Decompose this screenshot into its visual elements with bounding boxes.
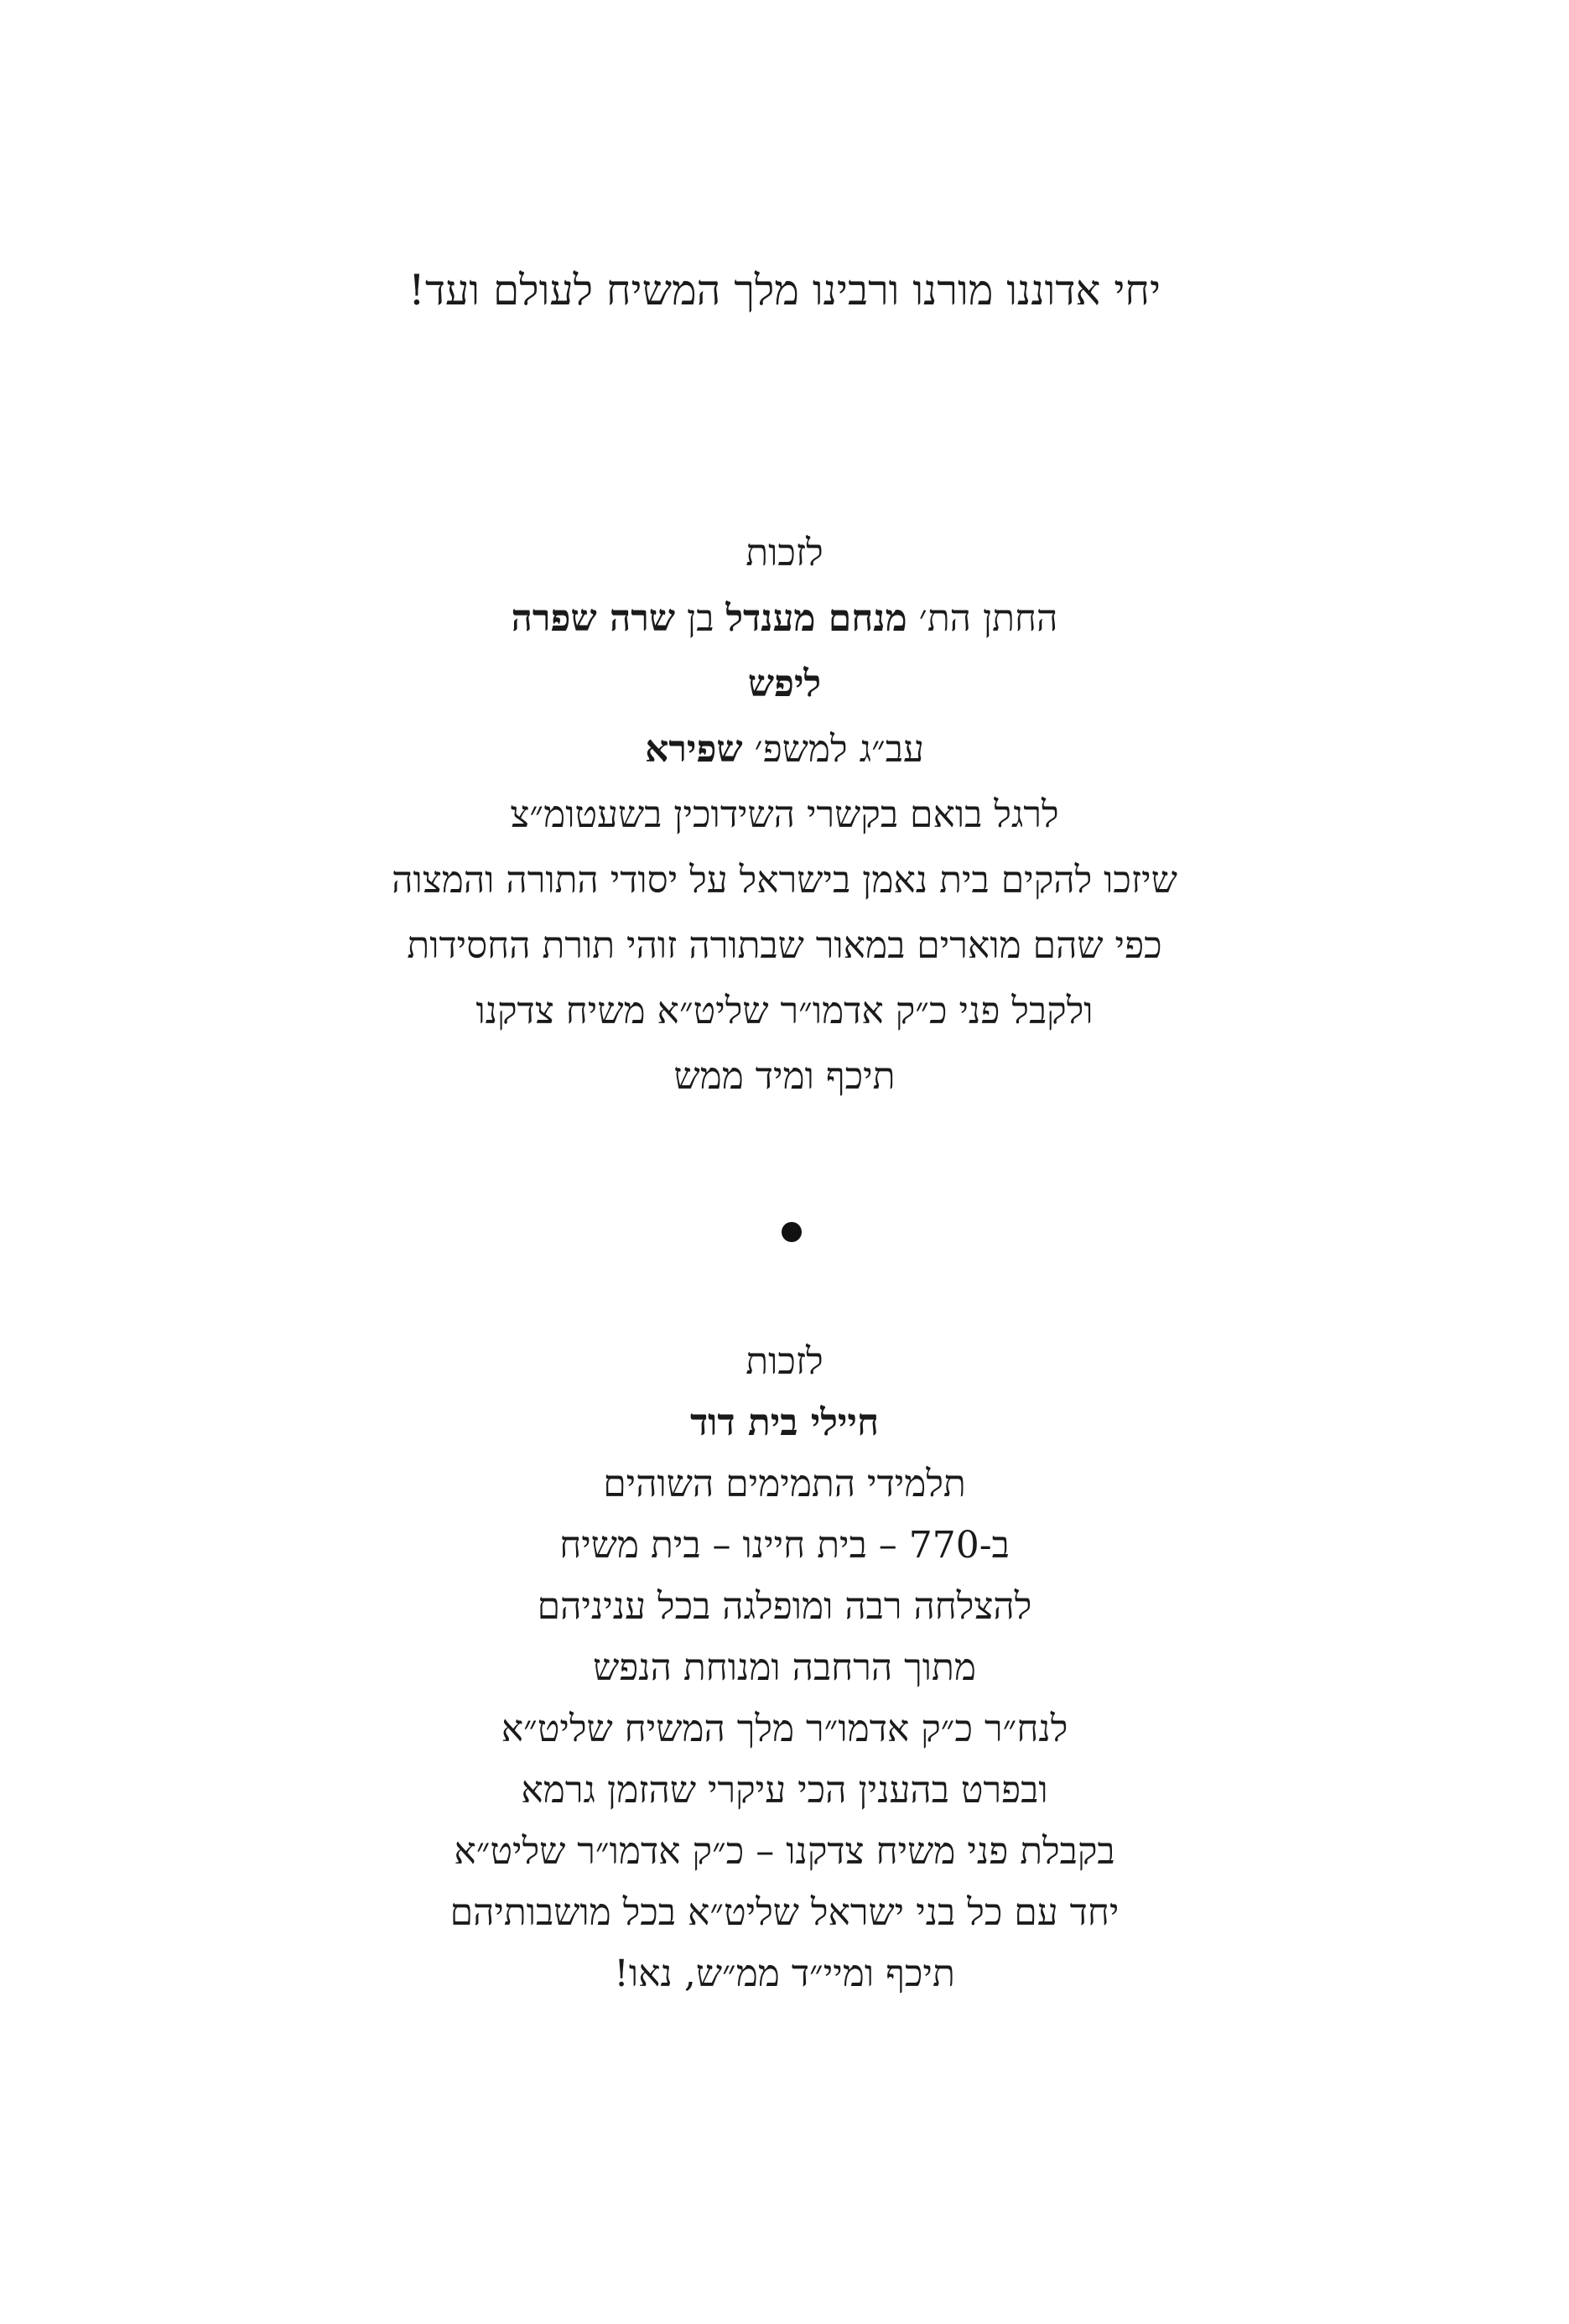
groom-name: מנחם מענדל — [725, 597, 907, 640]
bride-prefix: עב״ג למשפ׳ — [742, 728, 924, 771]
groom-connector: בן — [675, 597, 726, 640]
section2-line: תיכף ומיי״ד ממ״ש, נאו! — [614, 1952, 955, 1995]
groom-family: ליפש — [747, 663, 822, 705]
section2-line: בקבלת פני משיח צדקנו – כ״ק אדמו״ר שליט״א — [454, 1830, 1115, 1873]
section2-intro: לזכות — [746, 1340, 823, 1383]
section1-groom-line — [0, 594, 1569, 644]
section2-line: מתוך הרחבה ומנוחת הנפש — [593, 1646, 976, 1689]
divider-dot — [782, 1222, 802, 1242]
section2-line: להצלחה רבה ומופלגה בכל עניניהם — [537, 1585, 1032, 1628]
section1-line: כפי שהם מוארים במאור שבתורה זוהי תורת החסידות — [407, 924, 1162, 967]
groom-prefix: החתן הת׳ — [907, 597, 1058, 640]
section1-intro: לזכות — [746, 532, 823, 575]
headline: יחי אדוננו מורנו ורבינו מלך המשיח לעולם ועד! — [408, 266, 1161, 315]
bride-family: שפירא — [645, 728, 743, 771]
section1-bride-line — [0, 725, 1569, 775]
section1-line: שיזכו להקים בית נאמן בישראל על יסודי התורה והמצוה — [392, 859, 1177, 902]
section1-line: ולקבל פני כ״ק אדמו״ר שליט״א משיח צדקנו — [475, 990, 1094, 1032]
section2-line: ב-770 – בית חיינו – בית משיח — [559, 1524, 1010, 1567]
section2-line: יחד עם כל בני ישראל שליט״א בכל מושבותיהם — [449, 1891, 1120, 1934]
section2-title: חיילי בית דוד — [689, 1401, 880, 1444]
groom-mother: שרה שפרה — [511, 597, 676, 640]
section1-line: לרגל בואם בקשרי השידוכין בשעטומ״צ — [510, 793, 1059, 836]
section2-line: ובפרט בהענין הכי עיקרי שהזמן גרמא — [521, 1769, 1048, 1812]
section2-line: לנח״ר כ״ק אדמו״ר מלך המשיח שליט״א — [501, 1708, 1068, 1750]
section1-line: תיכף ומיד ממש — [673, 1055, 896, 1098]
section2-line: תלמידי התמימים השוהים — [603, 1463, 966, 1505]
